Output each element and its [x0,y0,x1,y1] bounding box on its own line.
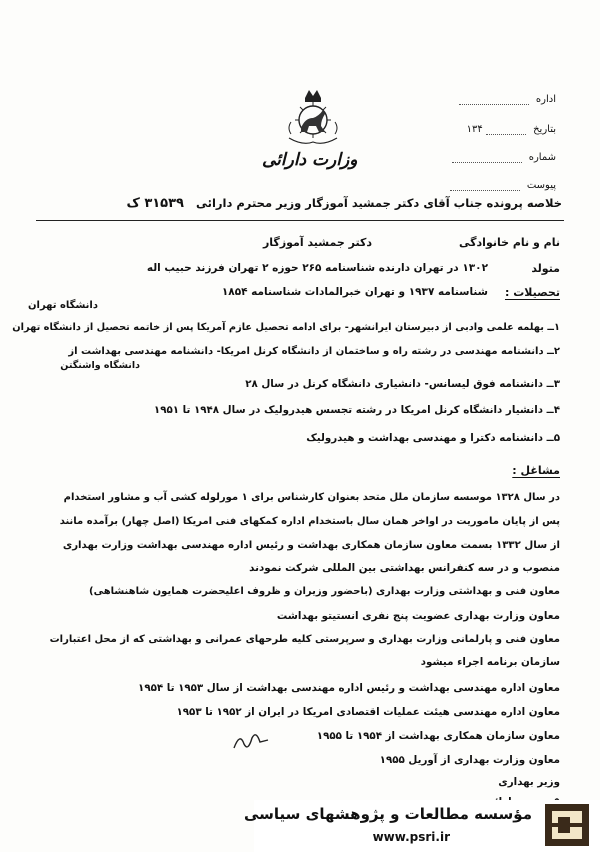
field-date-value: ۱۳۴ [466,124,483,135]
job-line-2: پس از پایان ماموریت در اواخر همان سال باستخدام اداره کمکهای فنی امریکا (اصل چهار) برآمده مانند [59,516,560,527]
field-number-dots [452,162,522,163]
job-line-3: از سال ۱۳۳۲ بسمت معاون سازمان همکاری بهداشت و رئیس اداره مهندسی بهداشت وزارت بهداری [62,540,560,551]
field-attachment-label: پيوست [526,180,556,191]
education-item-4: ۴ــ دانشیار دانشگاه کرنل امریکا در رشته تجسس هیدرولیک در سال ۱۹۴۸ تا ۱۹۵۱ [153,404,560,416]
footer-institute-name: مؤسسه مطالعات و پژوهشهای سیاسی [243,805,532,823]
field-date [467,124,556,135]
jobs-title: مشاغل : [512,464,560,477]
field-date-dots [486,134,526,135]
psri-knot-logo [544,803,590,847]
handwritten-signature [230,728,274,754]
education-title: تحصيلات : [504,286,560,299]
birth-label: متولد [531,262,560,275]
summary-number: ۳۱۵۳۹ ک [126,196,184,211]
field-number-label: شماره [528,152,556,163]
summary-text: خلاصه پرونده جناب آقاى دكتر جمشيد آموزگار وزير محترم دارائى [196,196,562,210]
job-line-13: وزیر بهداری [498,776,560,788]
margin-note: دانشگاه تهران [28,300,98,311]
education-item-5: ۵ــ دانشنامه دکترا و مهندسی بهداشت و هیدرولیک [306,432,560,444]
job-line-12: معاون وزارت بهداری از آوریل ۱۹۵۵ [379,754,560,766]
name-label: نام و نام خانوادگى [459,236,560,249]
education-item-3: ۳ــ دانشنامه فوق لیسانس- دانشیاری دانشگاه کرنل در سال ۲۸ [245,378,560,390]
birth-value-continued: شناسنامه ۱۹۳۷ و تهران خبرالمادات شناسنامه ۱۸۵۴ [221,286,488,298]
field-date-label: بتاريخ [533,124,556,135]
education-item-2-continued: دانشگاه واشنگتن [60,360,140,371]
field-attachment-dots [450,190,520,191]
field-number [452,152,556,163]
footer-url: www.psri.ir [372,830,450,844]
job-line-9: معاون اداره مهندسی بهداشت و رئیس اداره مهندسی بهداشت از سال ۱۹۵۳ تا ۱۹۵۴ [138,682,560,694]
name-value: دكتر جمشيد آموزگار [262,236,372,249]
field-office [459,94,556,105]
summary-line [126,196,562,211]
field-office-label: اداره [535,94,556,105]
education-item-2: ۲ــ دانشنامه مهندسی در رشته راه و ساختمان از دانشگاه کرنل امریکا- دانشنامه مهندسی بهداشت از [68,346,560,357]
lion-and-sun-crown-emblem [283,88,343,150]
job-line-6: معاون وزارت بهداری عضویت پنج نفری انستیتو بهداشت [276,610,560,622]
education-item-1: ۱ــ بهلمه علمی وادبی از دبیرستان ایرانشهر- برای ادامه تحصیل عازم آمریکا پس از خاتمه تحصیل از دانشگاه تهران [12,322,560,333]
job-line-8: سازمان برنامه اجراء میشود [420,656,560,668]
job-line-10: معاون اداره مهندسی هیئت عملیات اقتصادی امریکا در ایران از ۱۹۵۲ تا ۱۹۵۳ [176,706,560,718]
ministry-name: وزارت دارائى [262,150,358,170]
summary-divider [36,220,564,221]
field-attachment [450,180,556,191]
field-office-dots [459,104,529,105]
birth-value: ۱۳۰۲ در تهران دارنده شناسنامه ۲۶۵ حوزه ۲ تهران فرزند حبیب اله [146,262,488,274]
job-line-1: در سال ۱۳۲۸ موسسه سازمان ملل متحد بعنوان کارشناس برای ۱ مورلوله کشی آب و مشاور استخدام [63,492,560,503]
job-line-11: معاون سازمان همکاری بهداشت از ۱۹۵۴ تا ۱۹۵۵ [316,730,560,742]
job-line-4: منصوب و در سه کنفرانس بهداشتی بین المللی شرکت نمودند [249,562,560,574]
job-line-5: معاون فنی و بهداشتی وزارت بهداری (باحضور وزیران و ظروف اعلیحضرت همایون شاهنشاهی) [89,586,560,597]
job-line-7: معاون فنی و پارلمانی وزارت بهداری و سرپرستی کلیه طرحهای عمرانی و بهداشتی که از محل اعتبارات [49,634,560,645]
